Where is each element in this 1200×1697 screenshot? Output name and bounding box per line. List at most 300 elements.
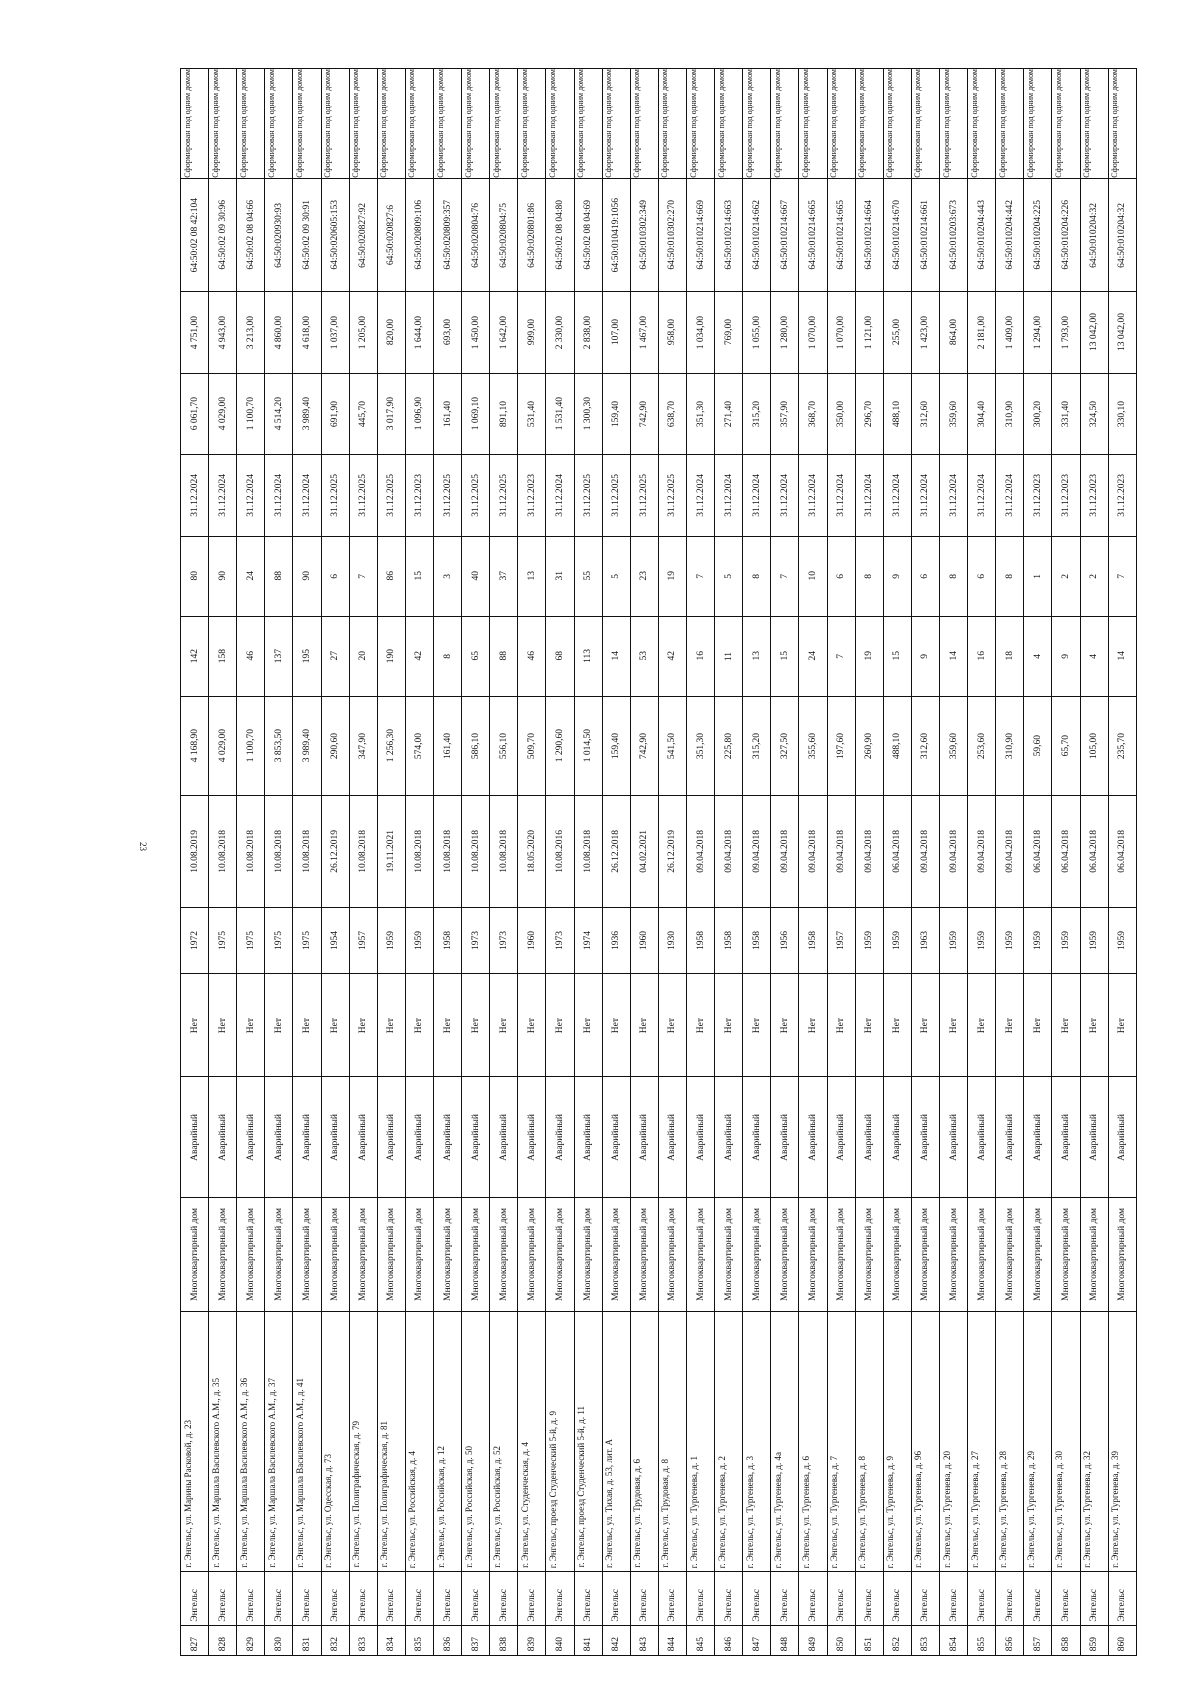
date-cell [321, 795, 349, 907]
cadastral-cell [686, 178, 714, 292]
flag-cell [405, 974, 433, 1077]
city-cell [181, 1571, 209, 1625]
cadastral-cell [1080, 178, 1108, 292]
deadline-cell [855, 454, 883, 536]
residents-cell [771, 616, 799, 696]
date-text: 09.04.2018 [807, 829, 818, 873]
land-area-text: 4 751,00 [189, 315, 200, 350]
flag-cell [799, 974, 827, 1077]
address-cell [377, 1312, 405, 1571]
flag-cell [349, 974, 377, 1077]
area-text: 359,60 [948, 732, 959, 759]
rooms-cell [939, 536, 967, 616]
flag-text: Нет [273, 1017, 284, 1033]
housing-table [180, 68, 1137, 1656]
address-cell [490, 1312, 518, 1571]
rooms-cell [1108, 536, 1136, 616]
land-area-text: 1 294,00 [1032, 315, 1043, 350]
deadline-cell [321, 454, 349, 536]
type-cell [546, 1197, 574, 1312]
deadline-cell [405, 454, 433, 536]
cadastral-text: 64:50:020809:357 [442, 200, 453, 270]
rooms-cell [518, 536, 546, 616]
status-cell [602, 1077, 630, 1198]
date-text: 10.08.2018 [217, 829, 228, 873]
cadastral-cell [883, 178, 911, 292]
city-cell [602, 1571, 630, 1625]
note-cell [518, 69, 546, 179]
flag-text: Нет [414, 1017, 425, 1033]
cadastral-cell [321, 178, 349, 292]
status-text: Аварийный [217, 1113, 228, 1161]
area-cell [602, 696, 630, 795]
address-cell [686, 1312, 714, 1571]
land-area-cell [518, 292, 546, 374]
note-cell [855, 69, 883, 179]
rooms-cell [799, 536, 827, 616]
area-total-cell [574, 373, 602, 454]
deadline-cell [658, 454, 686, 536]
flag-cell [715, 974, 743, 1077]
address-cell [265, 1312, 293, 1571]
cadastral-cell [181, 178, 209, 292]
flag-cell [939, 974, 967, 1077]
cadastral-cell [827, 178, 855, 292]
address-text: г. Энгельс, ул. Трудовая, д. 8 [660, 1459, 671, 1568]
type-cell [574, 1197, 602, 1312]
address-cell [405, 1312, 433, 1571]
area-total-cell [1024, 373, 1052, 454]
note-text: Сформирован под одним домом [969, 69, 979, 178]
status-cell [293, 1077, 321, 1198]
row-number-text: 829 [245, 1636, 256, 1651]
type-text: Многоквартирный дом [189, 1208, 200, 1302]
row-number-text: 839 [526, 1636, 537, 1651]
area-total-cell [209, 373, 237, 454]
area-total-text: 4 029,00 [217, 397, 228, 431]
note-cell [743, 69, 771, 179]
city-cell [771, 1571, 799, 1625]
rooms-cell [265, 536, 293, 616]
area-total-text: 300,20 [1032, 400, 1043, 427]
city-text: Энгельс [414, 1588, 425, 1622]
type-text: Многоквартирный дом [273, 1208, 284, 1302]
cadastral-cell [630, 178, 658, 292]
land-area-text: 3 213,00 [245, 315, 256, 350]
residents-text: 13 [751, 651, 762, 661]
area-total-cell [799, 373, 827, 454]
area-total-text: 1 531,40 [554, 397, 565, 431]
deadline-text: 31.12.2023 [414, 473, 425, 517]
deadline-cell [574, 454, 602, 536]
city-cell [686, 1571, 714, 1625]
row-number-cell [1080, 1626, 1108, 1656]
type-cell [293, 1197, 321, 1312]
note-text: Сформирован под одним домом [407, 69, 417, 178]
year-text: 1958 [442, 930, 453, 950]
row-number-cell [686, 1626, 714, 1656]
address-text: г. Энгельс, ул. Тургенева, д. 20 [941, 1451, 952, 1568]
rooms-cell [321, 536, 349, 616]
year-text: 1960 [639, 930, 650, 950]
cadastral-text: 64:50:010204:226 [1060, 200, 1071, 270]
land-area-text: 693,00 [442, 319, 453, 346]
land-area-text: 1 037,00 [330, 315, 341, 350]
cadastral-text: 64:50:010214:667 [779, 200, 790, 270]
address-cell [996, 1312, 1024, 1571]
flag-text: Нет [807, 1017, 818, 1033]
address-text: г. Энгельс, ул. Тургенева, д. 29 [1025, 1451, 1036, 1568]
year-cell [658, 907, 686, 974]
year-cell [771, 907, 799, 974]
address-cell [799, 1312, 827, 1571]
address-text: г. Энгельс, ул. Студенческая, д. 4 [519, 1441, 530, 1568]
rooms-text: 7 [779, 573, 790, 579]
note-cell [827, 69, 855, 179]
land-area-text: 255,00 [892, 319, 903, 346]
cadastral-cell [658, 178, 686, 292]
note-cell [209, 69, 237, 179]
rooms-text: 7 [695, 573, 706, 579]
area-text: 310,90 [1004, 732, 1015, 759]
type-text: Многоквартирный дом [807, 1208, 818, 1302]
address-cell [546, 1312, 574, 1571]
rooms-text: 7 [1117, 573, 1128, 579]
area-total-cell [686, 373, 714, 454]
residents-text: 14 [1117, 651, 1128, 661]
rooms-text: 86 [386, 571, 397, 581]
status-text: Аварийный [751, 1113, 762, 1161]
deadline-cell [968, 454, 996, 536]
land-area-text: 13 042,00 [1089, 313, 1100, 352]
flag-cell [462, 974, 490, 1077]
note-text: Сформирован под одним домом [491, 69, 501, 178]
city-text: Энгельс [1032, 1588, 1043, 1622]
land-area-text: 2 181,00 [976, 315, 987, 350]
date-text: 10.08.2018 [583, 829, 594, 873]
city-text: Энгельс [526, 1588, 537, 1622]
area-cell [799, 696, 827, 795]
rooms-text: 37 [498, 571, 509, 581]
deadline-text: 31.12.2024 [273, 473, 284, 517]
year-text: 1975 [217, 930, 228, 950]
land-area-cell [1080, 292, 1108, 374]
area-total-text: 357,90 [779, 400, 790, 427]
status-text: Аварийный [639, 1113, 650, 1161]
area-total-text: 368,70 [807, 400, 818, 427]
year-cell [349, 907, 377, 974]
land-area-cell [996, 292, 1024, 374]
rooms-cell [883, 536, 911, 616]
area-total-cell [349, 373, 377, 454]
year-cell [1080, 907, 1108, 974]
status-text: Аварийный [189, 1113, 200, 1161]
address-cell [827, 1312, 855, 1571]
deadline-text: 31.12.2025 [639, 473, 650, 517]
cadastral-cell [462, 178, 490, 292]
area-total-cell [1080, 373, 1108, 454]
deadline-text: 31.12.2024 [301, 473, 312, 517]
row-number-text: 859 [1089, 1636, 1100, 1651]
land-area-text: 1 409,00 [1004, 315, 1015, 350]
area-cell [1108, 696, 1136, 795]
area-text: 355,60 [807, 732, 818, 759]
year-cell [939, 907, 967, 974]
rooms-text: 15 [414, 571, 425, 581]
residents-cell [377, 616, 405, 696]
city-text: Энгельс [189, 1588, 200, 1622]
rooms-cell [968, 536, 996, 616]
city-cell [546, 1571, 574, 1625]
address-cell [574, 1312, 602, 1571]
note-text: Сформирован под одним домом [800, 69, 810, 178]
flag-cell [968, 974, 996, 1077]
cadastral-text: 64:50:010204:32 [1117, 202, 1128, 268]
status-cell [265, 1077, 293, 1198]
year-cell [1052, 907, 1080, 974]
type-text: Многоквартирный дом [498, 1208, 509, 1302]
note-text: Сформирован под одним домом [435, 69, 445, 178]
flag-text: Нет [1032, 1017, 1043, 1033]
note-cell [911, 69, 939, 179]
residents-cell [911, 616, 939, 696]
type-text: Многоквартирный дом [723, 1208, 734, 1302]
type-cell [602, 1197, 630, 1312]
address-text: г. Энгельс, проезд Студенческий 5-й, д. 9 [547, 1410, 558, 1568]
city-text: Энгельс [470, 1588, 481, 1622]
year-text: 1959 [414, 930, 425, 950]
deadline-text: 31.12.2024 [892, 473, 903, 517]
city-cell [405, 1571, 433, 1625]
area-cell [968, 696, 996, 795]
row-number-cell [265, 1626, 293, 1656]
flag-text: Нет [976, 1017, 987, 1033]
address-cell [1024, 1312, 1052, 1571]
type-cell [939, 1197, 967, 1312]
cadastral-text: 64:50:010302:349 [639, 200, 650, 270]
area-cell [433, 696, 461, 795]
area-cell [911, 696, 939, 795]
flag-cell [996, 974, 1024, 1077]
row-number-cell [546, 1626, 574, 1656]
note-cell [321, 69, 349, 179]
date-text: 26.12.2018 [611, 829, 622, 873]
date-text: 10.08.2018 [358, 829, 369, 873]
city-cell [349, 1571, 377, 1625]
status-cell [349, 1077, 377, 1198]
deadline-text: 31.12.2024 [751, 473, 762, 517]
area-text: 4 168,90 [189, 729, 200, 763]
area-total-cell [602, 373, 630, 454]
row-number-text: 843 [639, 1636, 650, 1651]
deadline-cell [181, 454, 209, 536]
rooms-cell [827, 536, 855, 616]
year-cell [518, 907, 546, 974]
rooms-text: 24 [245, 571, 256, 581]
area-total-cell [771, 373, 799, 454]
area-total-text: 531,40 [526, 400, 537, 427]
city-cell [490, 1571, 518, 1625]
date-cell [1080, 795, 1108, 907]
date-text: 10.08.2019 [189, 829, 200, 873]
date-cell [939, 795, 967, 907]
city-text: Энгельс [273, 1588, 284, 1622]
area-total-cell [433, 373, 461, 454]
land-area-cell [321, 292, 349, 374]
status-text: Аварийный [1060, 1113, 1071, 1161]
residents-cell [405, 616, 433, 696]
date-cell [293, 795, 321, 907]
deadline-cell [377, 454, 405, 536]
note-cell [237, 69, 265, 179]
year-text: 1959 [1089, 930, 1100, 950]
address-cell [349, 1312, 377, 1571]
type-text: Многоквартирный дом [611, 1208, 622, 1302]
flag-cell [377, 974, 405, 1077]
status-cell [883, 1077, 911, 1198]
type-cell [658, 1197, 686, 1312]
date-cell [996, 795, 1024, 907]
address-cell [293, 1312, 321, 1571]
residents-text: 158 [217, 649, 228, 664]
cadastral-text: 64:50:02 08 42:104 [189, 197, 200, 273]
deadline-text: 31.12.2024 [554, 473, 565, 517]
flag-text: Нет [723, 1017, 734, 1033]
note-cell [715, 69, 743, 179]
residents-cell [546, 616, 574, 696]
row-number-cell [968, 1626, 996, 1656]
area-text: 312,60 [920, 732, 931, 759]
land-area-text: 1 034,00 [695, 315, 706, 350]
row-number-text: 828 [217, 1636, 228, 1651]
cadastral-text: 64:50:010214:664 [864, 200, 875, 270]
rooms-cell [1024, 536, 1052, 616]
area-total-cell [743, 373, 771, 454]
date-cell [237, 795, 265, 907]
note-text: Сформирован под одним домом [182, 69, 192, 178]
deadline-cell [490, 454, 518, 536]
deadline-cell [1080, 454, 1108, 536]
date-text: 09.04.2018 [836, 829, 847, 873]
date-text: 06.04.2018 [1060, 829, 1071, 873]
city-text: Энгельс [976, 1588, 987, 1622]
status-cell [237, 1077, 265, 1198]
city-text: Энгельс [301, 1588, 312, 1622]
date-text: 10.08.2016 [554, 829, 565, 873]
status-text: Аварийный [386, 1113, 397, 1161]
address-cell [237, 1312, 265, 1571]
land-area-text: 4 618,00 [301, 315, 312, 350]
date-text: 09.04.2018 [948, 829, 959, 873]
status-cell [911, 1077, 939, 1198]
type-cell [321, 1197, 349, 1312]
year-cell [433, 907, 461, 974]
address-text: г. Энгельс, ул. Тургенева, д. 96 [913, 1451, 924, 1568]
year-cell [181, 907, 209, 974]
area-total-text: 691,90 [330, 400, 341, 427]
date-text: 09.04.2018 [751, 829, 762, 873]
note-text: Сформирован под одним домом [463, 69, 473, 178]
flag-cell [771, 974, 799, 1077]
type-text: Многоквартирный дом [864, 1208, 875, 1302]
cadastral-text: 64:50:020809:106 [414, 200, 425, 270]
city-cell [996, 1571, 1024, 1625]
cadastral-cell [574, 178, 602, 292]
area-total-text: 350,00 [836, 400, 847, 427]
area-total-text: 742,90 [639, 400, 650, 427]
row-number-cell [433, 1626, 461, 1656]
address-cell [1080, 1312, 1108, 1571]
flag-text: Нет [948, 1017, 959, 1033]
year-text: 1975 [273, 930, 284, 950]
land-area-text: 13 042,00 [1117, 313, 1128, 352]
deadline-cell [462, 454, 490, 536]
rooms-text: 6 [330, 573, 341, 579]
type-cell [1052, 1197, 1080, 1312]
cadastral-text: 64:50:010203:673 [948, 200, 959, 270]
residents-text: 68 [554, 651, 565, 661]
flag-cell [574, 974, 602, 1077]
land-area-cell [237, 292, 265, 374]
address-cell [321, 1312, 349, 1571]
row-number-cell [490, 1626, 518, 1656]
area-cell [996, 696, 1024, 795]
row-number-text: 857 [1032, 1636, 1043, 1651]
land-area-cell [658, 292, 686, 374]
address-text: г. Энгельс, ул. Трудовая, д. 6 [632, 1459, 643, 1568]
year-cell [293, 907, 321, 974]
year-cell [490, 907, 518, 974]
area-total-cell [827, 373, 855, 454]
city-text: Энгельс [1117, 1588, 1128, 1622]
rooms-cell [462, 536, 490, 616]
note-text: Сформирован под одним домом [323, 69, 333, 178]
area-total-cell [405, 373, 433, 454]
residents-text: 19 [864, 651, 875, 661]
row-number-cell [574, 1626, 602, 1656]
area-text: 59,60 [1032, 735, 1043, 757]
note-cell [686, 69, 714, 179]
row-number-text: 849 [807, 1636, 818, 1651]
row-number-cell [518, 1626, 546, 1656]
area-cell [490, 696, 518, 795]
area-total-text: 638,70 [667, 400, 678, 427]
field-row-land_area [181, 292, 1137, 374]
note-text: Сформирован под одним домом [604, 69, 614, 178]
land-area-text: 958,00 [667, 319, 678, 346]
deadline-text: 31.12.2024 [976, 473, 987, 517]
row-number-text: 830 [273, 1636, 284, 1651]
row-number-text: 836 [442, 1636, 453, 1651]
land-area-cell [911, 292, 939, 374]
rooms-cell [602, 536, 630, 616]
note-text: Сформирован под одним домом [351, 69, 361, 178]
residents-text: 27 [330, 651, 341, 661]
area-total-text: 3 017,90 [386, 397, 397, 431]
cadastral-text: 64:50:010204:32 [1089, 202, 1100, 268]
address-text: г. Энгельс, ул. Марины Расковой, д. 23 [182, 1420, 193, 1568]
status-text: Аварийный [920, 1113, 931, 1161]
note-cell [349, 69, 377, 179]
type-text: Многоквартирный дом [892, 1208, 903, 1302]
cadastral-cell [405, 178, 433, 292]
residents-text: 65 [470, 651, 481, 661]
city-text: Энгельс [836, 1588, 847, 1622]
residents-text: 53 [639, 651, 650, 661]
deadline-cell [911, 454, 939, 536]
deadline-cell [630, 454, 658, 536]
status-text: Аварийный [611, 1113, 622, 1161]
